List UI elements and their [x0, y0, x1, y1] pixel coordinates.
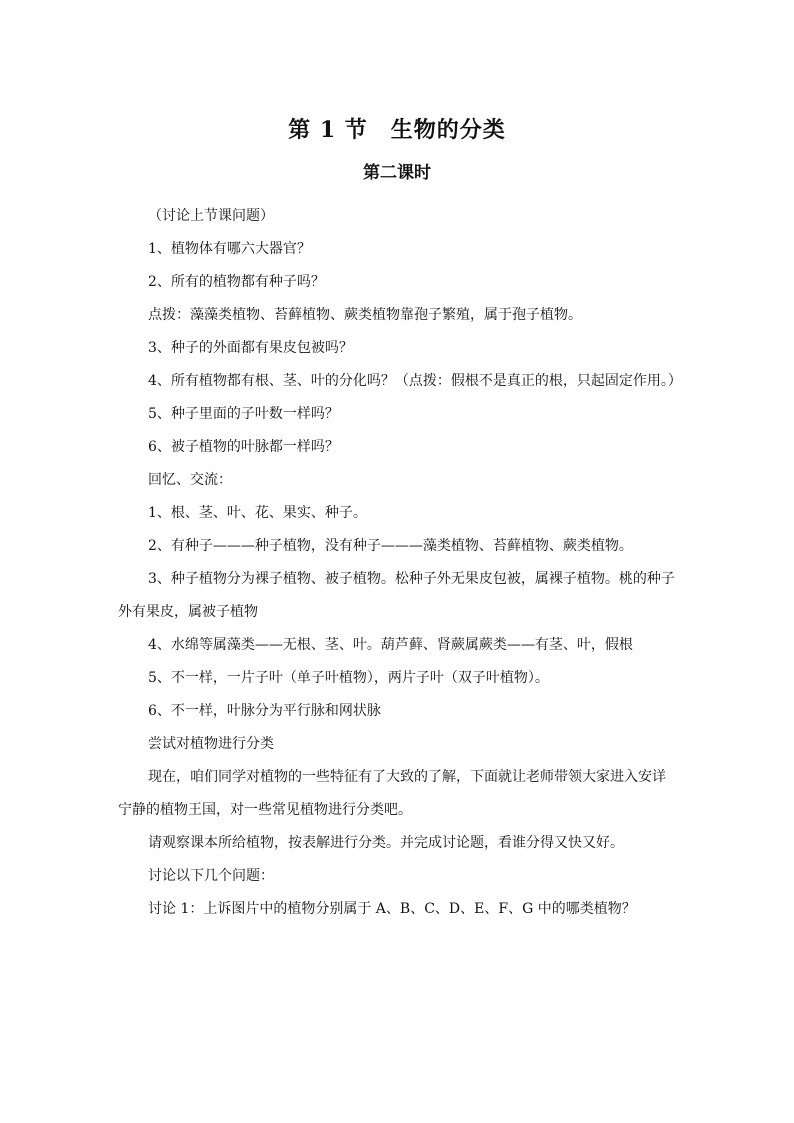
paragraph: 1、根、茎、叶、花、果实、种子。 [148, 505, 367, 521]
paragraph: 4、水绵等属藻类——无根、茎、叶。葫芦藓、肾蕨属蕨类——有茎、叶，假根 [148, 637, 633, 653]
document-body [118, 200, 682, 926]
paragraph: 5、不一样，一片子叶（单子叶植物），两片子叶（双子叶植物）。 [148, 670, 549, 686]
paragraph: 4、所有植物都有根、茎、叶的分化吗？（点拨：假根不是真正的根，只起固定作用。） [148, 373, 682, 389]
paragraph: 2、所有的植物都有种子吗？ [148, 274, 325, 290]
paragraph: 点拨：藻藻类植物、苔藓植物、蕨类植物靠孢子繁殖，属于孢子植物。 [148, 307, 582, 323]
paragraph: 1、植物体有哪六大器官？ [148, 241, 311, 257]
paragraph: 现在，咱们同学对植物的一些特征有了大致的了解，下面就让老师带领大家进入安详宁静的植物王国，对一些常见植物进行分类吧。 [118, 769, 666, 818]
paragraph: 6、被子植物的叶脉都一样吗？ [148, 439, 339, 455]
paragraph: 6、不一样，叶脉分为平行脉和网状脉 [148, 703, 381, 719]
paragraph: 3、种子植物分为裸子植物、被子植物。松种子外无果皮包被，属裸子植物。桃的种子外有果皮，属被子植物 [118, 571, 675, 620]
paragraph: 请观察课本所给植物，按表解进行分类。并完成讨论题，看谁分得又快又好。 [148, 835, 624, 851]
paragraph: 讨论 1：上诉图片中的植物分别属于 A、B、C、D、E、F、G 中的哪类植物？ [148, 901, 636, 917]
paragraph: 讨论以下几个问题： [148, 868, 274, 884]
document-title: 第 1 节 生物的分类 [288, 117, 506, 143]
paragraph: 5、种子里面的子叶数一样吗？ [148, 406, 339, 422]
paragraph: （讨论上节课问题） [148, 208, 274, 224]
paragraph: 2、有种子———种子植物，没有种子———藻类植物、苔藓植物、蕨类植物。 [148, 538, 633, 554]
paragraph: 3、种子的外面都有果皮包被吗？ [148, 340, 353, 356]
paragraph: 回忆、交流： [148, 472, 232, 488]
paragraph: 尝试对植物进行分类 [148, 736, 274, 752]
document-subtitle: 第二课时 [363, 163, 431, 183]
